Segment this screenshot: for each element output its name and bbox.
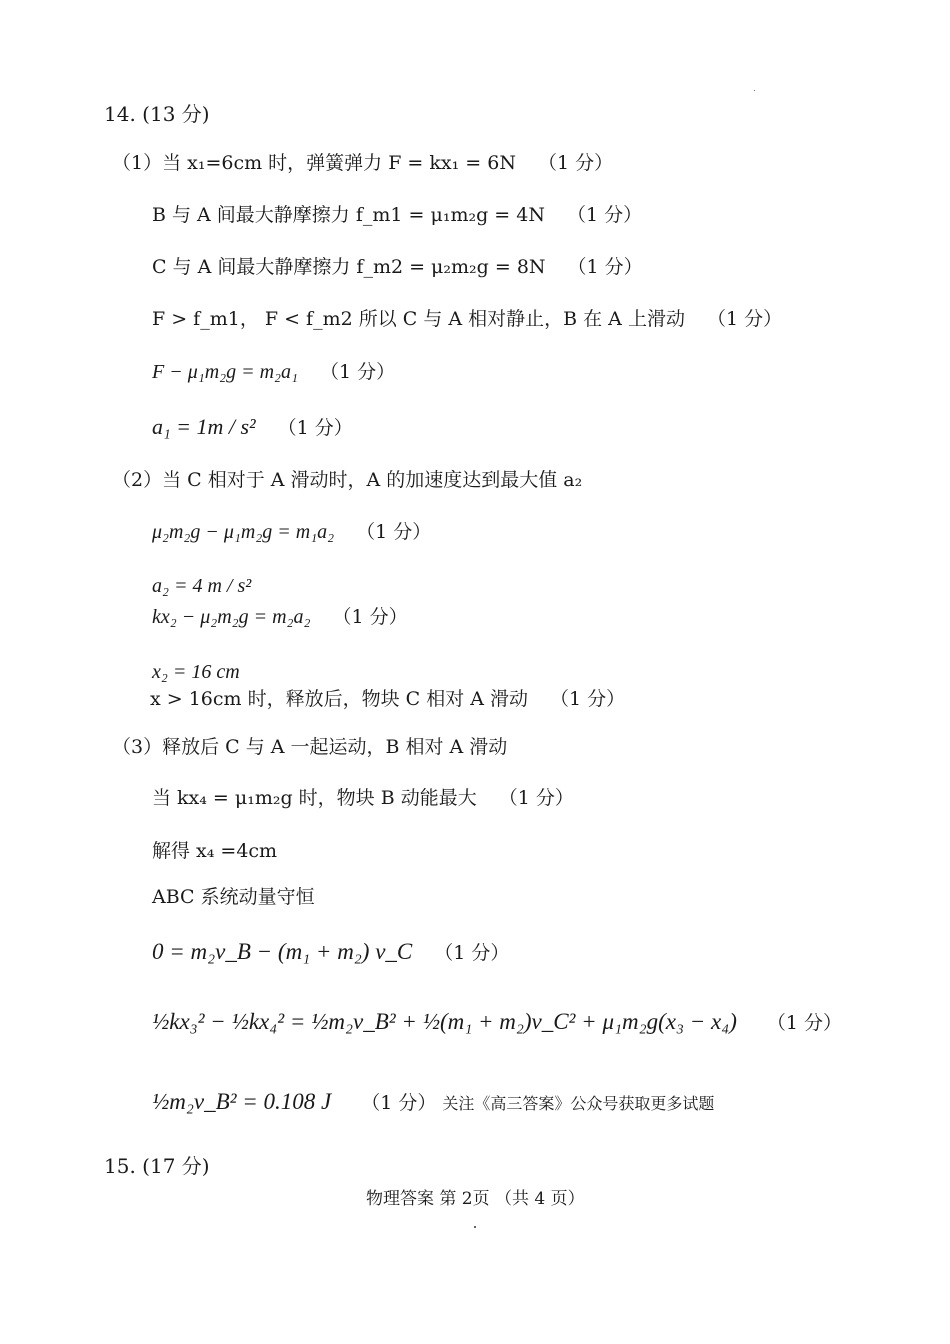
q14-part3-line7-formula: ½m₂v_B² = 0.108 J xyxy=(152,1089,332,1114)
score-mark: （1 分） xyxy=(706,308,783,330)
score-mark: （1 分） xyxy=(550,688,626,710)
q14-part3-line4: ABC 系统动量守恒 xyxy=(152,886,315,908)
q14-part1-line2-text: B 与 A 间最大静摩擦力 f_m1 = μ₁m₂g = 4N xyxy=(152,204,545,226)
page-footer: 物理答案 第 2页 （共 4 页） xyxy=(366,1189,585,1209)
q14-part1-line4 xyxy=(152,310,782,329)
score-mark: （1 分） xyxy=(319,361,396,383)
score-mark: （1 分） xyxy=(356,521,432,543)
q14-part2-line5-formula: x₂ = 16 cm xyxy=(152,661,240,683)
q14-part1-line5-formula: F − μ₁m₂g = m₂a₁ xyxy=(152,361,298,383)
q14-part3-line2-text: 当 kx₄ = μ₁m₂g 时，物块 B 动能最大 xyxy=(152,787,477,809)
q14-part3-line5-formula: 0 = m₂v_B − (m₁ + m₂) v_C xyxy=(152,939,413,964)
q14-part3-line7 xyxy=(152,1090,714,1113)
score-mark: （1 分） xyxy=(766,1012,842,1034)
q14-part2-line1: （2）当 C 相对于 A 滑动时，A 的加速度达到最大值 a₂ xyxy=(112,469,583,491)
score-mark: （1 分） xyxy=(277,417,353,439)
q14-part1-line6 xyxy=(152,416,353,438)
q14-part3-line6-formula: ½kx₃² − ½kx₄² = ½m₂v_B² + ½(m₁ + m₂)v_C² + μ₁m₂g(x₃ − x₄) xyxy=(152,1009,737,1034)
score-mark: （1 分） xyxy=(567,256,643,278)
q14-part2-line6 xyxy=(150,690,625,709)
q14-part1-line1 xyxy=(112,154,613,173)
q14-part2-line2-formula: μ₂m₂g − μ₁m₂g = m₁a₂ xyxy=(152,521,335,543)
score-mark: （1 分） xyxy=(332,606,408,628)
q14-part2-line3-formula: a₂ = 4 m / s² xyxy=(152,575,252,597)
stray-dot xyxy=(474,1226,476,1228)
q14-part2-line4-formula: kx₂ − μ₂m₂g = m₂a₂ xyxy=(152,606,311,628)
q14-part3-line5 xyxy=(152,940,509,963)
q14-header: 14. (13 分) xyxy=(104,102,210,126)
score-mark: （1 分） xyxy=(361,1092,437,1114)
q15-header: 15. (17 分) xyxy=(104,1154,210,1178)
q14-part2-line4 xyxy=(152,607,408,627)
q14-part1-line3 xyxy=(152,258,643,277)
q14-part1-line3-text: C 与 A 间最大静摩擦力 f_m2 = μ₂m₂g = 8N xyxy=(152,256,546,278)
q14-part3-line2 xyxy=(152,789,574,808)
score-mark: （1 分） xyxy=(566,204,643,226)
q14-part2-line3 xyxy=(152,576,251,596)
q14-part1-line6-formula: a₁ = 1m / s² xyxy=(152,414,256,439)
q14-part3-line1: （3）释放后 C 与 A 一起运动，B 相对 A 滑动 xyxy=(112,736,508,758)
score-mark: （1 分） xyxy=(434,942,510,964)
q14-part2-line6-text: x > 16cm 时，释放后，物块 C 相对 A 滑动 xyxy=(150,688,529,710)
q14-part1-line5 xyxy=(152,362,395,382)
q14-part2-line2 xyxy=(152,522,431,542)
stray-dot xyxy=(754,90,755,91)
score-mark: （1 分） xyxy=(537,152,614,174)
promo-note: 关注《高三答案》公众号获取更多试题 xyxy=(442,1094,715,1113)
q14-part1-line1-text: （1）当 x₁=6cm 时，弹簧弹力 F = kx₁ = 6N xyxy=(112,152,516,174)
score-mark: （1 分） xyxy=(498,787,574,809)
q14-part2-line5 xyxy=(152,662,240,682)
q14-part1-line2 xyxy=(152,206,642,225)
q14-part1-line4-text: F > f_m1， F < f_m2 所以 C 与 A 相对静止，B 在 A 上滑动 xyxy=(152,308,685,330)
q14-part3-line3: 解得 x₄ =4cm xyxy=(152,840,278,862)
q14-part3-line6 xyxy=(152,1010,842,1033)
